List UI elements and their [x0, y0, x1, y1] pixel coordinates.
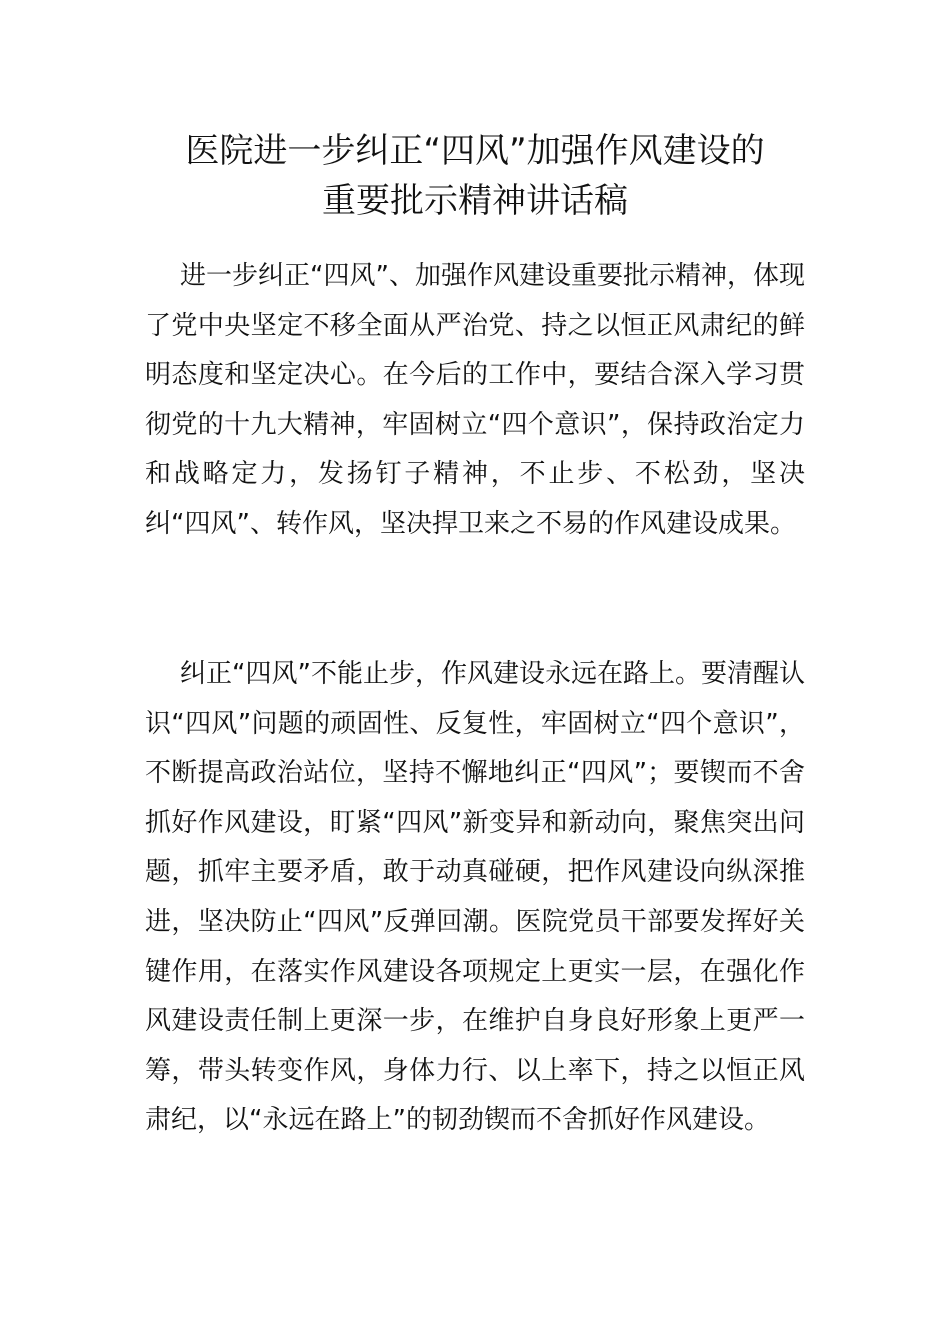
- title-line-1: 医院进一步纠正“四风”加强作风建设的: [185, 131, 765, 171]
- document-title: [145, 126, 805, 226]
- title-line-2: 重要批示精神讲话稿: [322, 181, 628, 221]
- body-paragraph-2: 纠正“四风”不能止步，作风建设永远在路上。要清醒认识“四风”问题的顽固性、反复性，牢固树立“四个意识”，不断提高政治站位，坚持不懈地纠正“四风”；要锲而不舍抓好作风建设，盯紧“四风”新变异和新动向，聚焦突出问题，抓牢主要矛盾，敢于动真碰硬，把作风建设向纵深推进，坚决防止“四风”反弹回潮。医院党员干部要发挥好关键作用，在落实作风建设各项规定上更实一层，在强化作风建设责任制上更深一步，在维护自身良好形象上更严一筹，带头转变作风，身体力行、以上率下，持之以恒正风肃纪，以“永远在路上”的韧劲锲而不舍抓好作风建设。: [145, 659, 805, 1136]
- body-paragraph-1: 进一步纠正“四风”、加强作风建设重要批示精神，体现了党中央坚定不移全面从严治党、持之以恒正风肃纪的鲜明态度和坚定决心。在今后的工作中，要结合深入学习贯彻党的十九大精神，牢固树立“四个意识”，保持政治定力和战略定力，发扬钉子精神，不止步、不松劲，坚决纠“四风”、转作风，坚决捍卫来之不易的作风建设成果。: [145, 261, 805, 539]
